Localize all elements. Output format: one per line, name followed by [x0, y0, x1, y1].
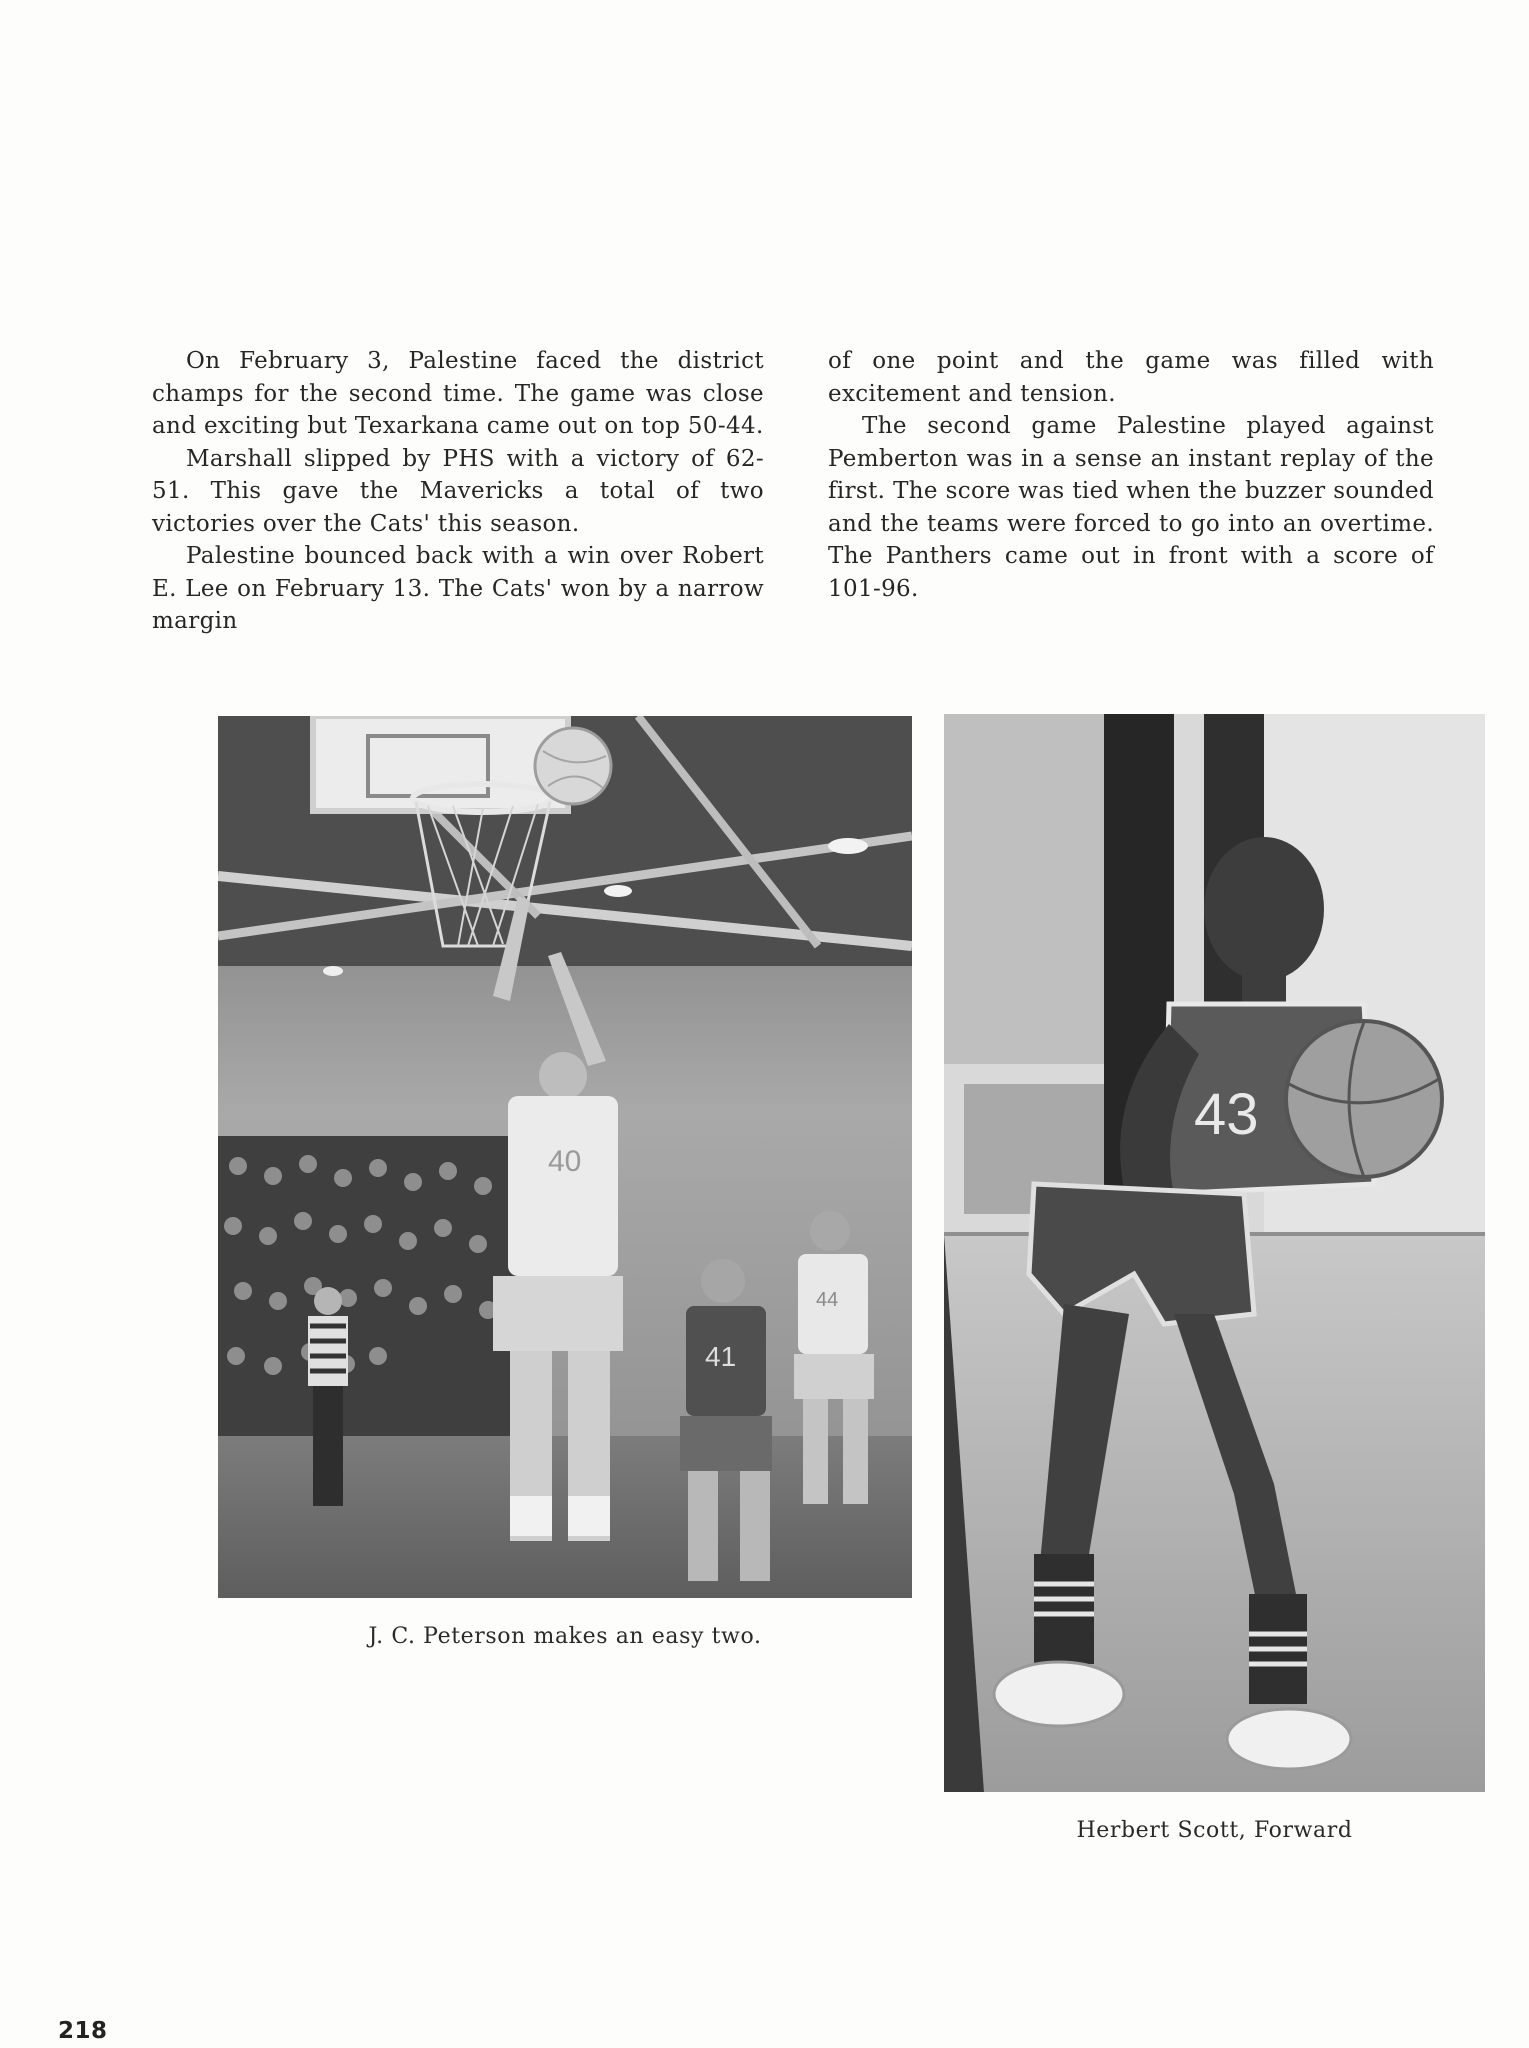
player-portrait-photo	[944, 714, 1485, 1792]
jersey-number-43: 43	[1194, 1082, 1259, 1147]
article-left-column	[152, 345, 764, 638]
article-right-column	[828, 345, 1434, 605]
article-paragraph: The second game Palestine played against Pemberton was in a sense an instant replay of the first. The score was tied when the buzzer sounded and the teams were forced to go into an overtime. The Panthers came out in front with a score of 101-96.	[828, 413, 1434, 602]
article-paragraph: of one point and the game was filled with excitement and tension.	[828, 348, 1434, 407]
game-action-photo	[218, 716, 912, 1598]
jersey-number-44: 44	[816, 1289, 839, 1311]
article-paragraph: On February 3, Palestine faced the district champs for the second time. The game was close and exciting but Texarkana came out on top 50-44.	[152, 348, 764, 439]
jersey-number-41: 41	[705, 1341, 737, 1372]
jersey-number-40: 40	[548, 1145, 582, 1178]
article-paragraph: Palestine bounced back with a win over Robert E. Lee on February 13. The Cats' won by a narrow margin	[152, 543, 764, 634]
page-number: 218	[58, 2018, 108, 2044]
article-paragraph: Marshall slipped by PHS with a victory of 62-51. This gave the Mavericks a total of two victories over the Cats' this season.	[152, 445, 764, 537]
photo-caption-right: Herbert Scott, Forward	[1076, 1818, 1353, 1843]
photo-caption-left: J. C. Peterson makes an easy two.	[368, 1624, 762, 1649]
